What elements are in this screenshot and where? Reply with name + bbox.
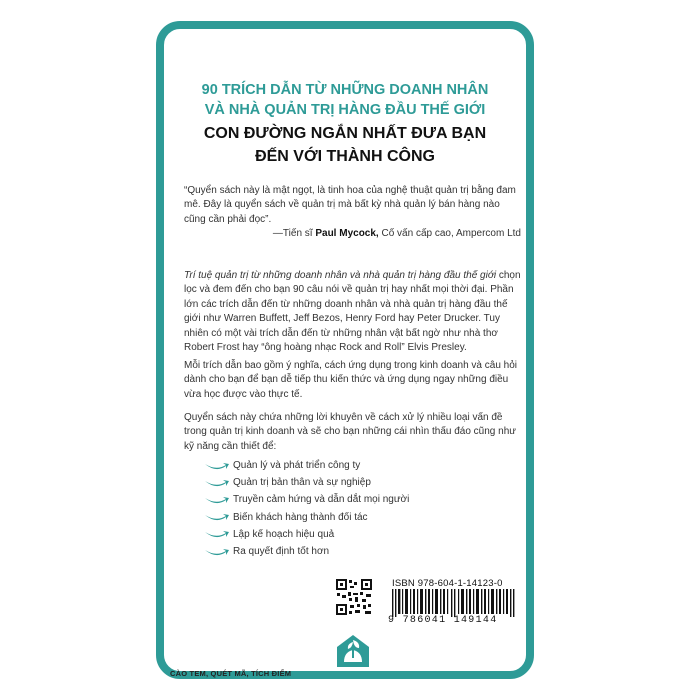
swoosh-arrow-icon — [204, 511, 230, 523]
footer-text: CÀO TEM, QUÉT MÃ, TÍCH ĐIỂM — [170, 669, 292, 678]
benefit-list — [204, 457, 504, 560]
subtitle-line-1: 90 TRÍCH DẪN TỪ NHỮNG DOANH NHÂN — [201, 82, 489, 98]
list-item — [204, 509, 504, 526]
tagline-heading — [164, 122, 526, 168]
barcode-digits: 9 786041 149144 — [388, 615, 498, 626]
swoosh-arrow-icon — [204, 477, 230, 489]
list-item-label: Biến khách hàng thành đối tác — [233, 511, 368, 523]
attribution-prefix: —Tiến sĩ — [272, 228, 316, 240]
list-item — [204, 474, 504, 491]
publisher-logo — [334, 632, 372, 670]
swoosh-arrow-icon — [204, 460, 230, 472]
list-item-label: Quản trị bản thân và sự nghiệp — [233, 477, 371, 489]
list-item — [204, 491, 504, 508]
list-item-label: Lập kế hoạch hiệu quả — [233, 528, 335, 540]
attribution-suffix: Cố vấn cấp cao, Ampercom Ltd — [378, 228, 521, 240]
quote-attribution — [184, 227, 521, 241]
swoosh-arrow-icon — [204, 546, 230, 558]
advice-paragraph: Quyển sách này chứa những lời khuyên về cách xử lý nhiều loại vấn đề trong quản trị kinh doanh và sẽ cho bạn những cái nhìn thấu đáo cũng như kỹ năng cần thiết để: — [184, 412, 516, 452]
description-paragraph — [184, 269, 521, 355]
endorsement-quote — [184, 184, 521, 242]
quote-text: “Quyển sách này là mật ngọt, là tinh hoa của nghệ thuật quản trị bằng đam mê. Đây là quyển sách về quản trị mà bất kỳ nhà quản lý bán hàng nào cũng cần phải đọc”. — [184, 185, 516, 225]
subtitle-heading — [164, 80, 526, 120]
list-item-label: Ra quyết định tốt hơn — [233, 546, 330, 558]
description-text: chọn lọc và đem đến cho bạn 90 câu nói về quản trị hay nhất mọi thời đại. Phần lớn các trích dẫn đến từ những doanh nhân và nhà quản trị hàng đầu thế giới như Warren Buffett, Jeff Bezos, Henry Ford hay Peter Drucker. Tuy nhiên có một vài trích dẫn đến từ những nhân vật bất ngờ như nhà thơ Robert Frost hay “ông hoàng nhạc Rock and Roll” Elvis Presley. — [184, 270, 521, 354]
book-title-italic: Trí tuệ quản trị từ những doanh nhân và nhà quản trị hàng đầu thế giới — [184, 270, 497, 281]
qr-code-icon — [335, 578, 373, 616]
tagline-line-1: CON ĐƯỜNG NGẮN NHẤT ĐƯA BẠN — [203, 125, 487, 142]
subtitle-line-2: VÀ NHÀ QUẢN TRỊ HÀNG ĐẦU THẾ GIỚI — [204, 102, 486, 118]
attribution-name: Paul Mycock, — [315, 228, 379, 240]
swoosh-arrow-icon — [204, 494, 230, 506]
list-item-label: Truyền cảm hứng và dẫn dắt mọi người — [233, 494, 410, 506]
isbn-label: ISBN 978-604-1-14123-0 — [392, 578, 503, 589]
swoosh-arrow-icon — [204, 528, 230, 540]
list-item-label: Quản lý và phát triển công ty — [233, 460, 361, 472]
list-item — [204, 526, 504, 543]
list-item — [204, 543, 504, 560]
structure-paragraph: Mỗi trích dẫn bao gồm ý nghĩa, cách ứng dụng trong kinh doanh và câu hỏi dành cho bạn để bạn dễ tiếp thu kiến thức và ứng dụng ngay những điều vừa học được vào thực tế. — [184, 360, 518, 400]
tagline-line-2: ĐẾN VỚI THÀNH CÔNG — [255, 148, 435, 165]
barcode-icon — [390, 589, 516, 617]
list-item — [204, 457, 504, 474]
back-cover — [156, 21, 534, 679]
